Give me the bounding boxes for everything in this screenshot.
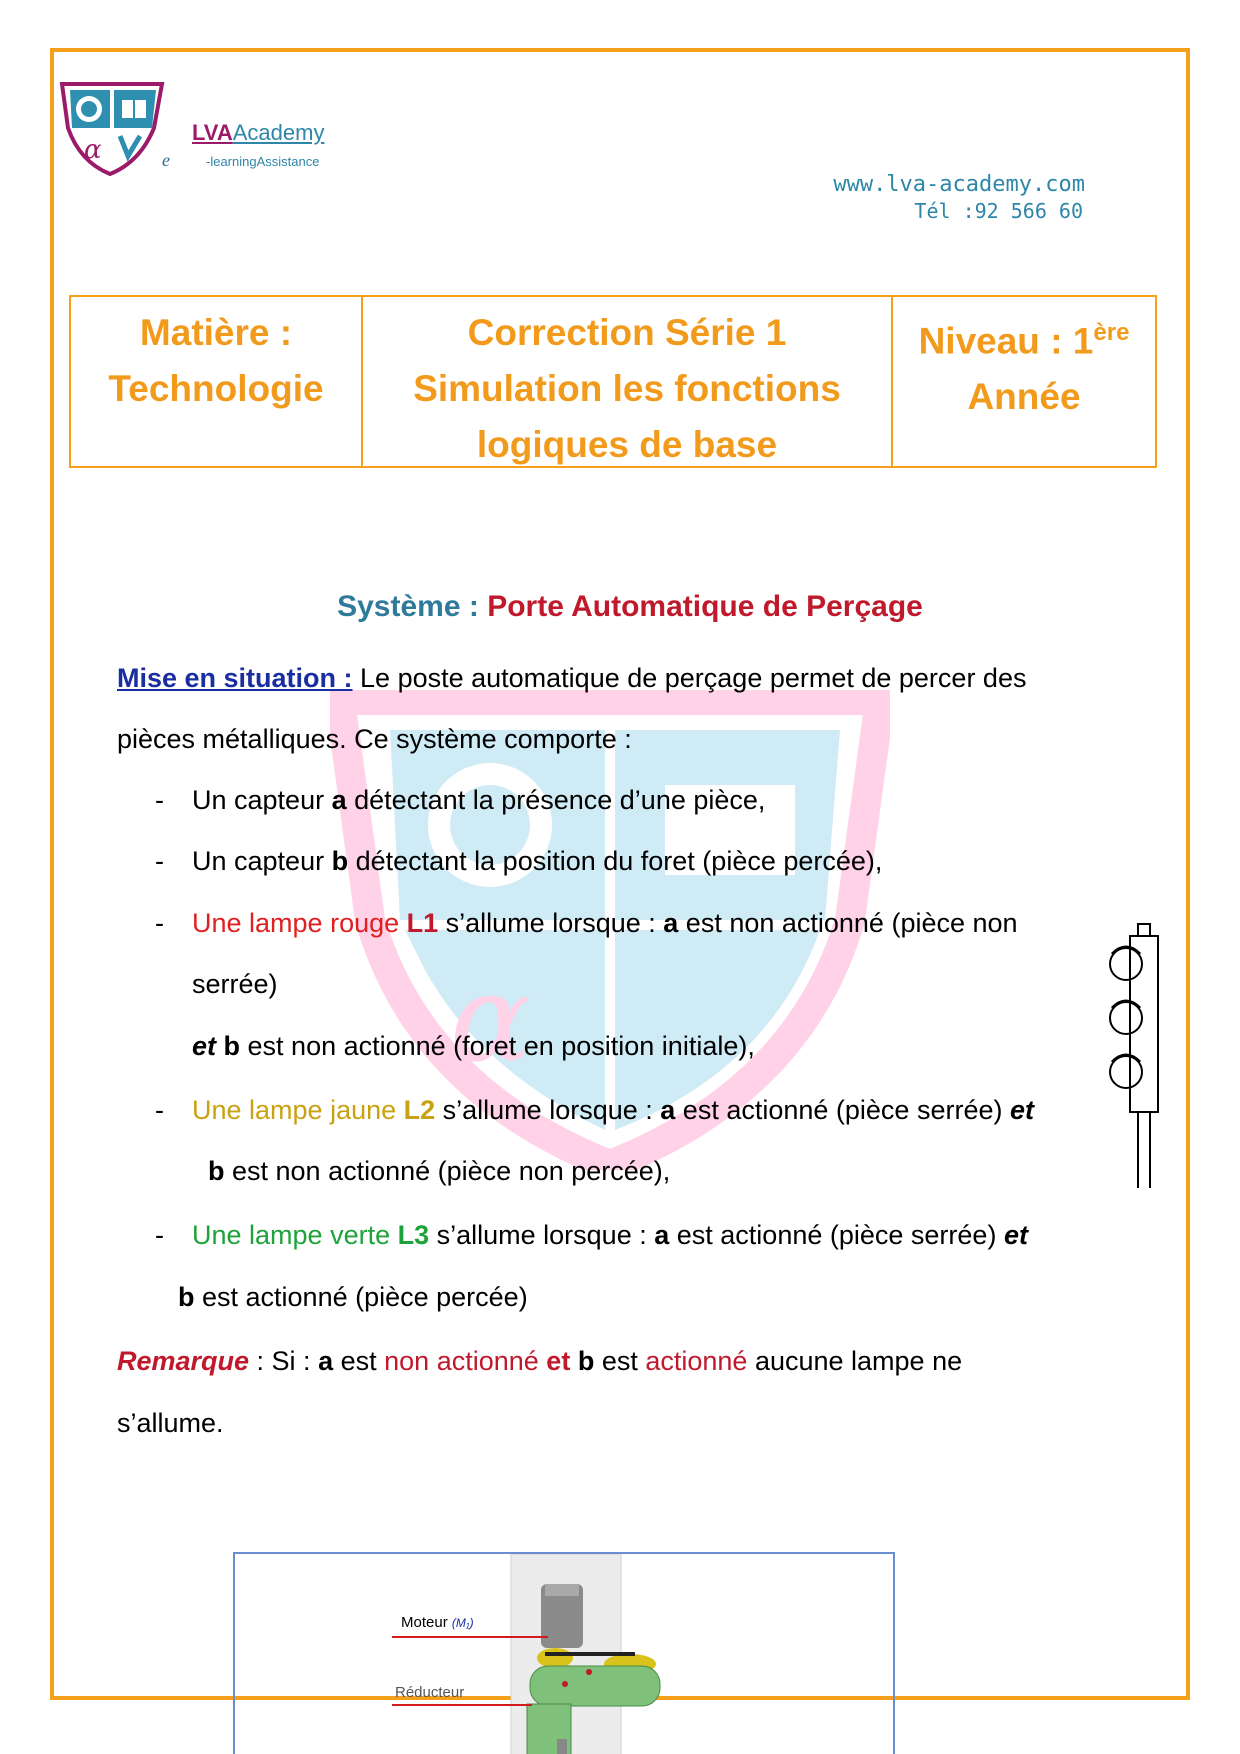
traffic-light-illustration [1108,920,1180,1192]
list-item-lamp-red-cond: et b est non actionné (foret en position initiale), [192,1031,755,1061]
list-item-sensor-a: Un capteur a détectant la présence d’une pièce, [192,785,766,815]
contact-info [833,172,1085,223]
drill-machine-drawing [235,1554,895,1754]
brand-name: LVAAcademy [192,120,325,145]
list-item-lamp-red: Une lampe rouge L1 s’allume lorsque : a est non actionné (pièce non [192,908,1018,938]
level-label: Niveau : 1ère [918,319,1130,362]
list-item-lamp-red-cont: serrée) [192,969,278,999]
bullet-dash: - [155,1095,164,1125]
remark-label: Remarque [117,1346,250,1376]
lva-academy-logo [58,78,168,176]
remark-line-1: Remarque : Si : a est non actionné et b est actionné aucune lampe ne [117,1346,963,1376]
label-reducer: Réducteur [395,1684,465,1701]
subject-value: Technologie [108,368,324,409]
drilling-system-figure [233,1552,895,1754]
list-item-lamp-yellow: Une lampe jaune L2 s’allume lorsque : a est actionné (pièce serrée) et [192,1095,1034,1125]
topic-line-1: Correction Série 1 [467,312,787,353]
intro-line-2: pièces métalliques. Ce système comporte : [117,724,632,754]
svg-text:α: α [450,950,532,1089]
list-item-lamp-yellow-cond: b est non actionné (pièce non percée), [208,1156,671,1186]
brand-e: e [162,150,170,170]
intro-line-1: Mise en situation : Le poste automatique de perçage permet de percer des [117,663,1027,693]
bullet-dash: - [155,1220,164,1250]
intro-heading: Mise en situation : [117,663,353,693]
system-title: Système : Porte Automatique de Perçage [337,590,923,623]
bullet-dash: - [155,908,164,938]
level-value: Année [967,376,1081,418]
subject-cell [71,297,363,466]
bullet-dash: - [155,846,164,876]
topic-cell [363,297,893,466]
list-item-lamp-green: Une lampe verte L3 s’allume lorsque : a est actionné (pièce serrée) et [192,1220,1028,1250]
list-item-lamp-green-cond: b est actionné (pièce percée) [178,1282,528,1312]
website-link[interactable]: www.lva-academy.com [833,172,1085,197]
phone-number: Tél :92 566 60 [914,199,1083,223]
label-motor: Moteur (M₁) [401,1614,474,1631]
leader-line-reducer [392,1704,532,1706]
leader-line-motor [392,1636,548,1638]
remark-line-2: s’allume. [117,1408,224,1438]
svg-text:α: α [84,135,102,165]
brand-tagline: -learningAssistance [206,154,320,169]
title-table [69,295,1157,468]
topic-line-2: Simulation les fonctions [413,368,841,409]
list-item-sensor-b: Un capteur b détectant la position du foret (pièce percée), [192,846,883,876]
topic-line-3: logiques de base [476,424,778,465]
subject-label: Matière : [139,312,293,353]
level-cell [893,297,1155,466]
bullet-dash: - [155,785,164,815]
